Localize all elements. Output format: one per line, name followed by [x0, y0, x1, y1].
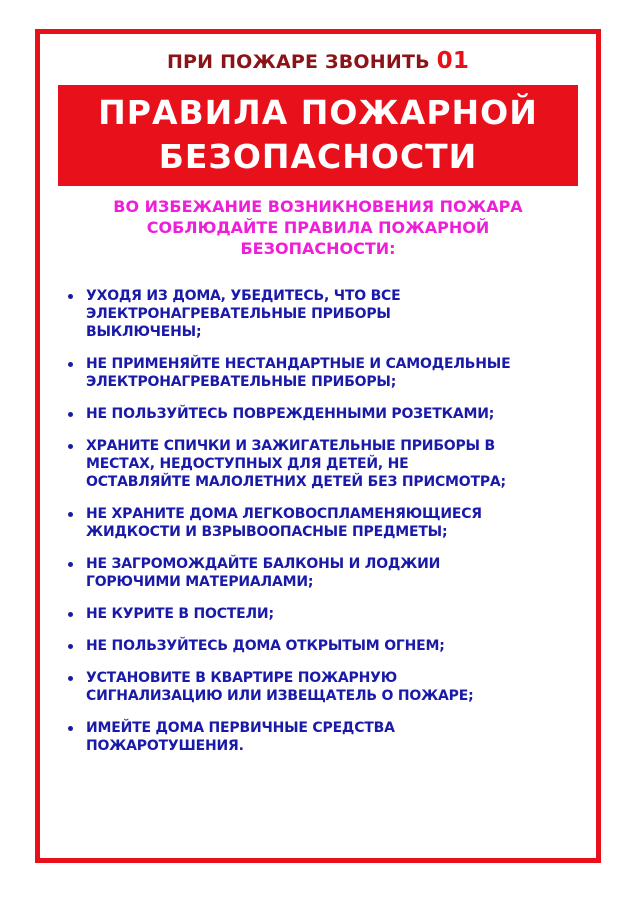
fire-safety-poster: [35, 29, 601, 863]
bullet-icon: [68, 644, 73, 649]
rule-text: НЕ ХРАНИТЕ ДОМА ЛЕГКОВОСПЛАМЕНЯЮЩИЕСЯ ЖИДКОСТИ И ВЗРЫВООПАСНЫЕ ПРЕДМЕТЫ;: [86, 506, 482, 540]
bullet-icon: [68, 512, 73, 517]
rule-item: [64, 355, 592, 391]
bullet-icon: [68, 562, 73, 567]
title-line-1: ПРАВИЛА ПОЖАРНОЙ: [98, 93, 538, 132]
bullet-icon: [68, 412, 73, 417]
hotline-text: ПРИ ПОЖАРЕ ЗВОНИТЬ: [166, 51, 430, 73]
rule-text: ИМЕЙТЕ ДОМА ПЕРВИЧНЫЕ СРЕДСТВА ПОЖАРОТУШЕНИЯ.: [86, 720, 395, 754]
rule-item: [64, 605, 592, 623]
rule-text: НЕ ПОЛЬЗУЙТЕСЬ ДОМА ОТКРЫТЫМ ОГНЕМ;: [86, 638, 445, 654]
bullet-icon: [68, 612, 73, 617]
rule-text: УСТАНОВИТЕ В КВАРТИРЕ ПОЖАРНУЮ СИГНАЛИЗАЦИЮ ИЛИ ИЗВЕЩАТЕЛЬ О ПОЖАРЕ;: [86, 670, 474, 704]
bullet-icon: [68, 676, 73, 681]
rule-item: [64, 719, 592, 755]
rule-item: [64, 669, 592, 705]
intro-line-2: СОБЛЮДАЙТЕ ПРАВИЛА ПОЖАРНОЙ: [146, 218, 490, 237]
title-line-2: БЕЗОПАСНОСТИ: [158, 137, 478, 176]
rule-text: УХОДЯ ИЗ ДОМА, УБЕДИТЕСЬ, ЧТО ВСЕ ЭЛЕКТРОНАГРЕВАТЕЛЬНЫЕ ПРИБОРЫ ВЫКЛЮЧЕНЫ;: [86, 288, 401, 340]
rule-item: [64, 287, 592, 341]
rule-item: [64, 405, 592, 423]
bullet-icon: [68, 362, 73, 367]
rule-item: [64, 505, 592, 541]
title-banner: [58, 85, 578, 186]
bullet-icon: [68, 444, 73, 449]
rule-item: [64, 637, 592, 655]
intro-text: [40, 196, 596, 259]
rule-text: ХРАНИТЕ СПИЧКИ И ЗАЖИГАТЕЛЬНЫЕ ПРИБОРЫ В МЕСТАХ, НЕДОСТУПНЫХ ДЛЯ ДЕТЕЙ, НЕ ОСТАВЛЯЙТЕ МАЛОЛЕТНИХ ДЕТЕЙ БЕЗ ПРИСМОТРА;: [86, 438, 506, 490]
rules-list: [64, 287, 592, 769]
bullet-icon: [68, 726, 73, 731]
rule-text: НЕ ПРИМЕНЯЙТЕ НЕСТАНДАРТНЫЕ И САМОДЕЛЬНЫЕ ЭЛЕКТРОНАГРЕВАТЕЛЬНЫЕ ПРИБОРЫ;: [86, 356, 511, 390]
intro-line-1: ВО ИЗБЕЖАНИЕ ВОЗНИКНОВЕНИЯ ПОЖАРА: [113, 197, 523, 216]
intro-line-3: БЕЗОПАСНОСТИ:: [240, 239, 396, 258]
rule-text: НЕ ПОЛЬЗУЙТЕСЬ ПОВРЕЖДЕННЫМИ РОЗЕТКАМИ;: [86, 406, 495, 422]
bullet-icon: [68, 294, 73, 299]
rule-item: [64, 437, 592, 491]
rule-text: НЕ ЗАГРОМОЖДАЙТЕ БАЛКОНЫ И ЛОДЖИИ ГОРЮЧИМИ МАТЕРИАЛАМИ;: [86, 556, 441, 590]
hotline-heading: [40, 48, 596, 74]
rule-text: НЕ КУРИТЕ В ПОСТЕЛИ;: [86, 606, 274, 622]
rule-item: [64, 555, 592, 591]
hotline-number: 01: [436, 48, 470, 74]
